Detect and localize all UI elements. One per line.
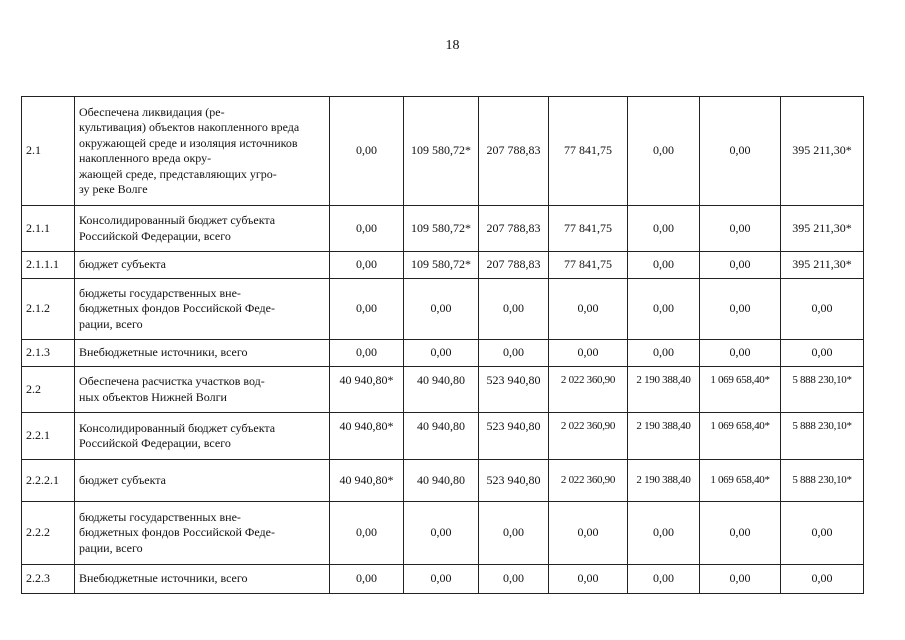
- row-description: бюджеты государственных вне- бюджетных фондов Российской Феде- рации, всего: [75, 279, 330, 340]
- table-row: [22, 97, 864, 206]
- row-description: Консолидированный бюджет субъекта Российской Федерации, всего: [75, 413, 330, 460]
- value-cell-1: 40 940,80*: [330, 367, 404, 413]
- row-code: 2.1.3: [22, 340, 75, 367]
- value-cell-2: 0,00: [404, 279, 479, 340]
- value-cell-6: 1 069 658,40*: [700, 367, 781, 413]
- value-cell-2: 0,00: [404, 502, 479, 565]
- page-number: 18: [445, 38, 460, 53]
- value-cell-7: 5 888 230,10*: [781, 367, 864, 413]
- table-row: [22, 252, 864, 279]
- value-cell-5: 0,00: [628, 97, 700, 206]
- row-code: 2.2.2: [22, 502, 75, 565]
- table-row: [22, 460, 864, 502]
- value-cell-5: 0,00: [628, 252, 700, 279]
- value-cell-4: 0,00: [549, 502, 628, 565]
- row-description: бюджеты государственных вне- бюджетных фондов Российской Феде- рации, всего: [75, 502, 330, 565]
- value-cell-2: 109 580,72*: [404, 97, 479, 206]
- row-code: 2.1.2: [22, 279, 75, 340]
- value-cell-7: 0,00: [781, 340, 864, 367]
- value-cell-1: 0,00: [330, 340, 404, 367]
- value-cell-2: 109 580,72*: [404, 252, 479, 279]
- value-cell-7: 0,00: [781, 565, 864, 594]
- value-cell-3: 523 940,80: [479, 460, 549, 502]
- value-cell-1: 0,00: [330, 279, 404, 340]
- value-cell-2: 0,00: [404, 340, 479, 367]
- value-cell-6: 0,00: [700, 340, 781, 367]
- row-code: 2.1: [22, 97, 75, 206]
- value-cell-3: 523 940,80: [479, 367, 549, 413]
- value-cell-7: 5 888 230,10*: [781, 413, 864, 460]
- table-row: [22, 413, 864, 460]
- value-cell-4: 0,00: [549, 565, 628, 594]
- value-cell-3: 207 788,83: [479, 206, 549, 252]
- value-cell-3: 0,00: [479, 340, 549, 367]
- table-row: [22, 340, 864, 367]
- value-cell-6: 1 069 658,40*: [700, 413, 781, 460]
- value-cell-4: 77 841,75: [549, 206, 628, 252]
- row-description: Обеспечена расчистка участков вод- ных объектов Нижней Волги: [75, 367, 330, 413]
- value-cell-2: 109 580,72*: [404, 206, 479, 252]
- row-code: 2.1.1.1: [22, 252, 75, 279]
- value-cell-2: 40 940,80: [404, 367, 479, 413]
- value-cell-6: 0,00: [700, 502, 781, 565]
- row-code: 2.1.1: [22, 206, 75, 252]
- value-cell-5: 0,00: [628, 279, 700, 340]
- value-cell-3: 0,00: [479, 502, 549, 565]
- row-description: Внебюджетные источники, всего: [75, 340, 330, 367]
- value-cell-6: 0,00: [700, 252, 781, 279]
- value-cell-5: 0,00: [628, 565, 700, 594]
- value-cell-7: 395 211,30*: [781, 252, 864, 279]
- value-cell-3: 0,00: [479, 565, 549, 594]
- value-cell-6: 1 069 658,40*: [700, 460, 781, 502]
- value-cell-2: 40 940,80: [404, 413, 479, 460]
- value-cell-5: 0,00: [628, 206, 700, 252]
- value-cell-4: 77 841,75: [549, 252, 628, 279]
- value-cell-5: 0,00: [628, 502, 700, 565]
- value-cell-5: 0,00: [628, 340, 700, 367]
- value-cell-4: 0,00: [549, 279, 628, 340]
- value-cell-2: 40 940,80: [404, 460, 479, 502]
- value-cell-1: 0,00: [330, 252, 404, 279]
- value-cell-3: 207 788,83: [479, 97, 549, 206]
- value-cell-4: 0,00: [549, 340, 628, 367]
- value-cell-7: 0,00: [781, 502, 864, 565]
- value-cell-1: 0,00: [330, 97, 404, 206]
- value-cell-6: 0,00: [700, 206, 781, 252]
- value-cell-6: 0,00: [700, 97, 781, 206]
- row-description: Обеспечена ликвидация (ре- культивация) объектов накопленного вреда окружающей среде и изоляция источников накопленного вреда окру- жающей среде, представляющих угро- зу реке Волге: [75, 97, 330, 206]
- value-cell-1: 40 940,80*: [330, 460, 404, 502]
- row-code: 2.2.3: [22, 565, 75, 594]
- row-description: бюджет субъекта: [75, 460, 330, 502]
- table-row: [22, 367, 864, 413]
- row-code: 2.2: [22, 367, 75, 413]
- value-cell-7: 395 211,30*: [781, 206, 864, 252]
- value-cell-5: 2 190 388,40: [628, 367, 700, 413]
- row-description: Консолидированный бюджет субъекта Российской Федерации, всего: [75, 206, 330, 252]
- value-cell-4: 2 022 360,90: [549, 460, 628, 502]
- table-row: [22, 206, 864, 252]
- value-cell-3: 523 940,80: [479, 413, 549, 460]
- value-cell-1: 0,00: [330, 502, 404, 565]
- value-cell-4: 77 841,75: [549, 97, 628, 206]
- row-code: 2.2.1: [22, 413, 75, 460]
- value-cell-3: 0,00: [479, 279, 549, 340]
- value-cell-7: 395 211,30*: [781, 97, 864, 206]
- value-cell-1: 0,00: [330, 206, 404, 252]
- value-cell-3: 207 788,83: [479, 252, 549, 279]
- value-cell-4: 2 022 360,90: [549, 413, 628, 460]
- budget-table: [21, 96, 864, 594]
- table-row: [22, 565, 864, 594]
- table-row: [22, 502, 864, 565]
- value-cell-2: 0,00: [404, 565, 479, 594]
- value-cell-7: 5 888 230,10*: [781, 460, 864, 502]
- value-cell-6: 0,00: [700, 565, 781, 594]
- row-code: 2.2.2.1: [22, 460, 75, 502]
- value-cell-7: 0,00: [781, 279, 864, 340]
- value-cell-1: 40 940,80*: [330, 413, 404, 460]
- row-description: Внебюджетные источники, всего: [75, 565, 330, 594]
- row-description: бюджет субъекта: [75, 252, 330, 279]
- value-cell-1: 0,00: [330, 565, 404, 594]
- table-row: [22, 279, 864, 340]
- value-cell-6: 0,00: [700, 279, 781, 340]
- value-cell-5: 2 190 388,40: [628, 413, 700, 460]
- value-cell-5: 2 190 388,40: [628, 460, 700, 502]
- value-cell-4: 2 022 360,90: [549, 367, 628, 413]
